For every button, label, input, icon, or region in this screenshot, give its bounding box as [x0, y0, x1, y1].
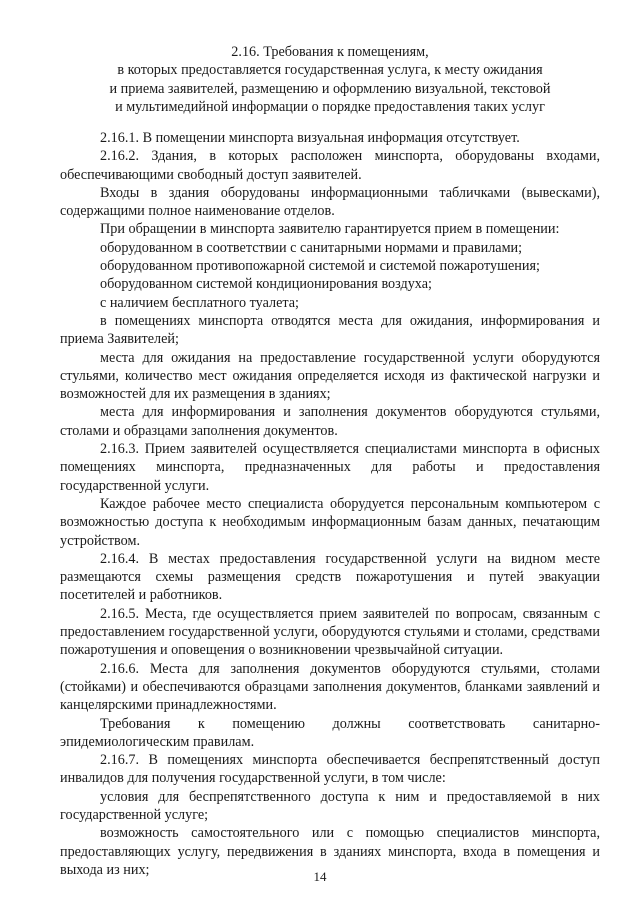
- paragraph-2-16-7: 2.16.7. В помещениях минспорта обеспечивается беспрепятственный доступ инвалидов для получения государственной услуги, в том числе:: [60, 752, 600, 787]
- heading-line: 2.16. Требования к помещениям,: [231, 44, 429, 60]
- section-heading: [60, 43, 600, 116]
- list-item-air-conditioning: оборудованном системой кондиционирования воздуха;: [100, 276, 432, 293]
- list-item-movement: возможность самостоятельного или с помощью специалистов минспорта, предоставляющих услугу, передвижения в зданиях минспорта, входа в помещения и выхода из них;: [60, 825, 600, 878]
- heading-line: в которых предоставляется государственная услуга, к месту ожидания: [117, 62, 543, 79]
- paragraph-2-16-1: 2.16.1. В помещении минспорта визуальная информация отсутствует.: [100, 130, 520, 146]
- list-item-sanitary: оборудованном в соответствии с санитарными нормами и правилами;: [100, 239, 523, 256]
- paragraph-entrances: Входы в здания оборудованы информационными табличками (вывесками), содержащими полное наименование отделов.: [60, 184, 600, 220]
- paragraph-reception-guarantee: При обращении в минспорта заявителю гарантируется прием в помещении:: [100, 221, 560, 238]
- paragraph-workplace: Каждое рабочее место специалиста оборудуется персональным компьютером с возможностью доступа к необходимым информационным базам данных, печатающим устройством.: [60, 495, 600, 549]
- list-item-access-conditions: условия для беспрепятственного доступа к ним и предоставляемой в них государственной услуге;: [60, 788, 600, 823]
- list-item-waiting-places: в помещениях минспорта отводятся места для ожидания, информирования и приема Заявителей;: [60, 312, 600, 348]
- paragraph-2-16-6: 2.16.6. Места для заполнения документов оборудуются стульями, столами (стойками) и обеспечиваются образцами заполнения документов, бланками заявлений и канцелярскими принадлежностями.: [60, 660, 600, 714]
- list-item-toilet: с наличием бесплатного туалета;: [100, 294, 299, 311]
- document-body: [60, 129, 600, 879]
- paragraph-2-16-4: 2.16.4. В местах предоставления государственной услуги на видном месте размещаются схемы размещения средств пожаротушения и путей эвакуации посетителей и работников.: [60, 550, 600, 604]
- paragraph-2-16-3: 2.16.3. Прием заявителей осуществляется специалистами минспорта в офисных помещениях минспорта, предназначенных для работы и предоставления государственной услуги.: [60, 441, 600, 494]
- list-item-waiting-chairs: места для ожидания на предоставление государственной услуги оборудуются стульями, количество мест ожидания определяется исходя из фактической нагрузки и возможностей для их размещения в зданиях;: [60, 349, 600, 403]
- page-number: 14: [313, 869, 327, 884]
- list-item-information-places: места для информирования и заполнения документов оборудуются стульями, столами и образцами заполнения документов.: [60, 404, 600, 439]
- heading-line: и приема заявителей, размещению и оформлению визуальной, текстовой: [109, 80, 551, 97]
- list-item-fire-system: оборудованном противопожарной системой и системой пожаротушения;: [100, 258, 540, 275]
- heading-line: и мультимедийной информации о порядке предоставления таких услуг: [115, 98, 545, 115]
- paragraph-2-16-2: 2.16.2. Здания, в которых расположен минспорта, оборудованы входами, обеспечивающими свободный доступ заявителей.: [60, 148, 600, 183]
- paragraph-sanitary-requirements: Требования к помещению должны соответствовать санитарно-эпидемиологическим правилам.: [60, 715, 600, 750]
- paragraph-2-16-5: 2.16.5. Места, где осуществляется прием заявителей по вопросам, связанным с предоставлением государственной услуги, оборудуются стульями и столами, средствами пожаротушения и оповещения о возникновении чрезвычайной ситуации.: [60, 605, 600, 659]
